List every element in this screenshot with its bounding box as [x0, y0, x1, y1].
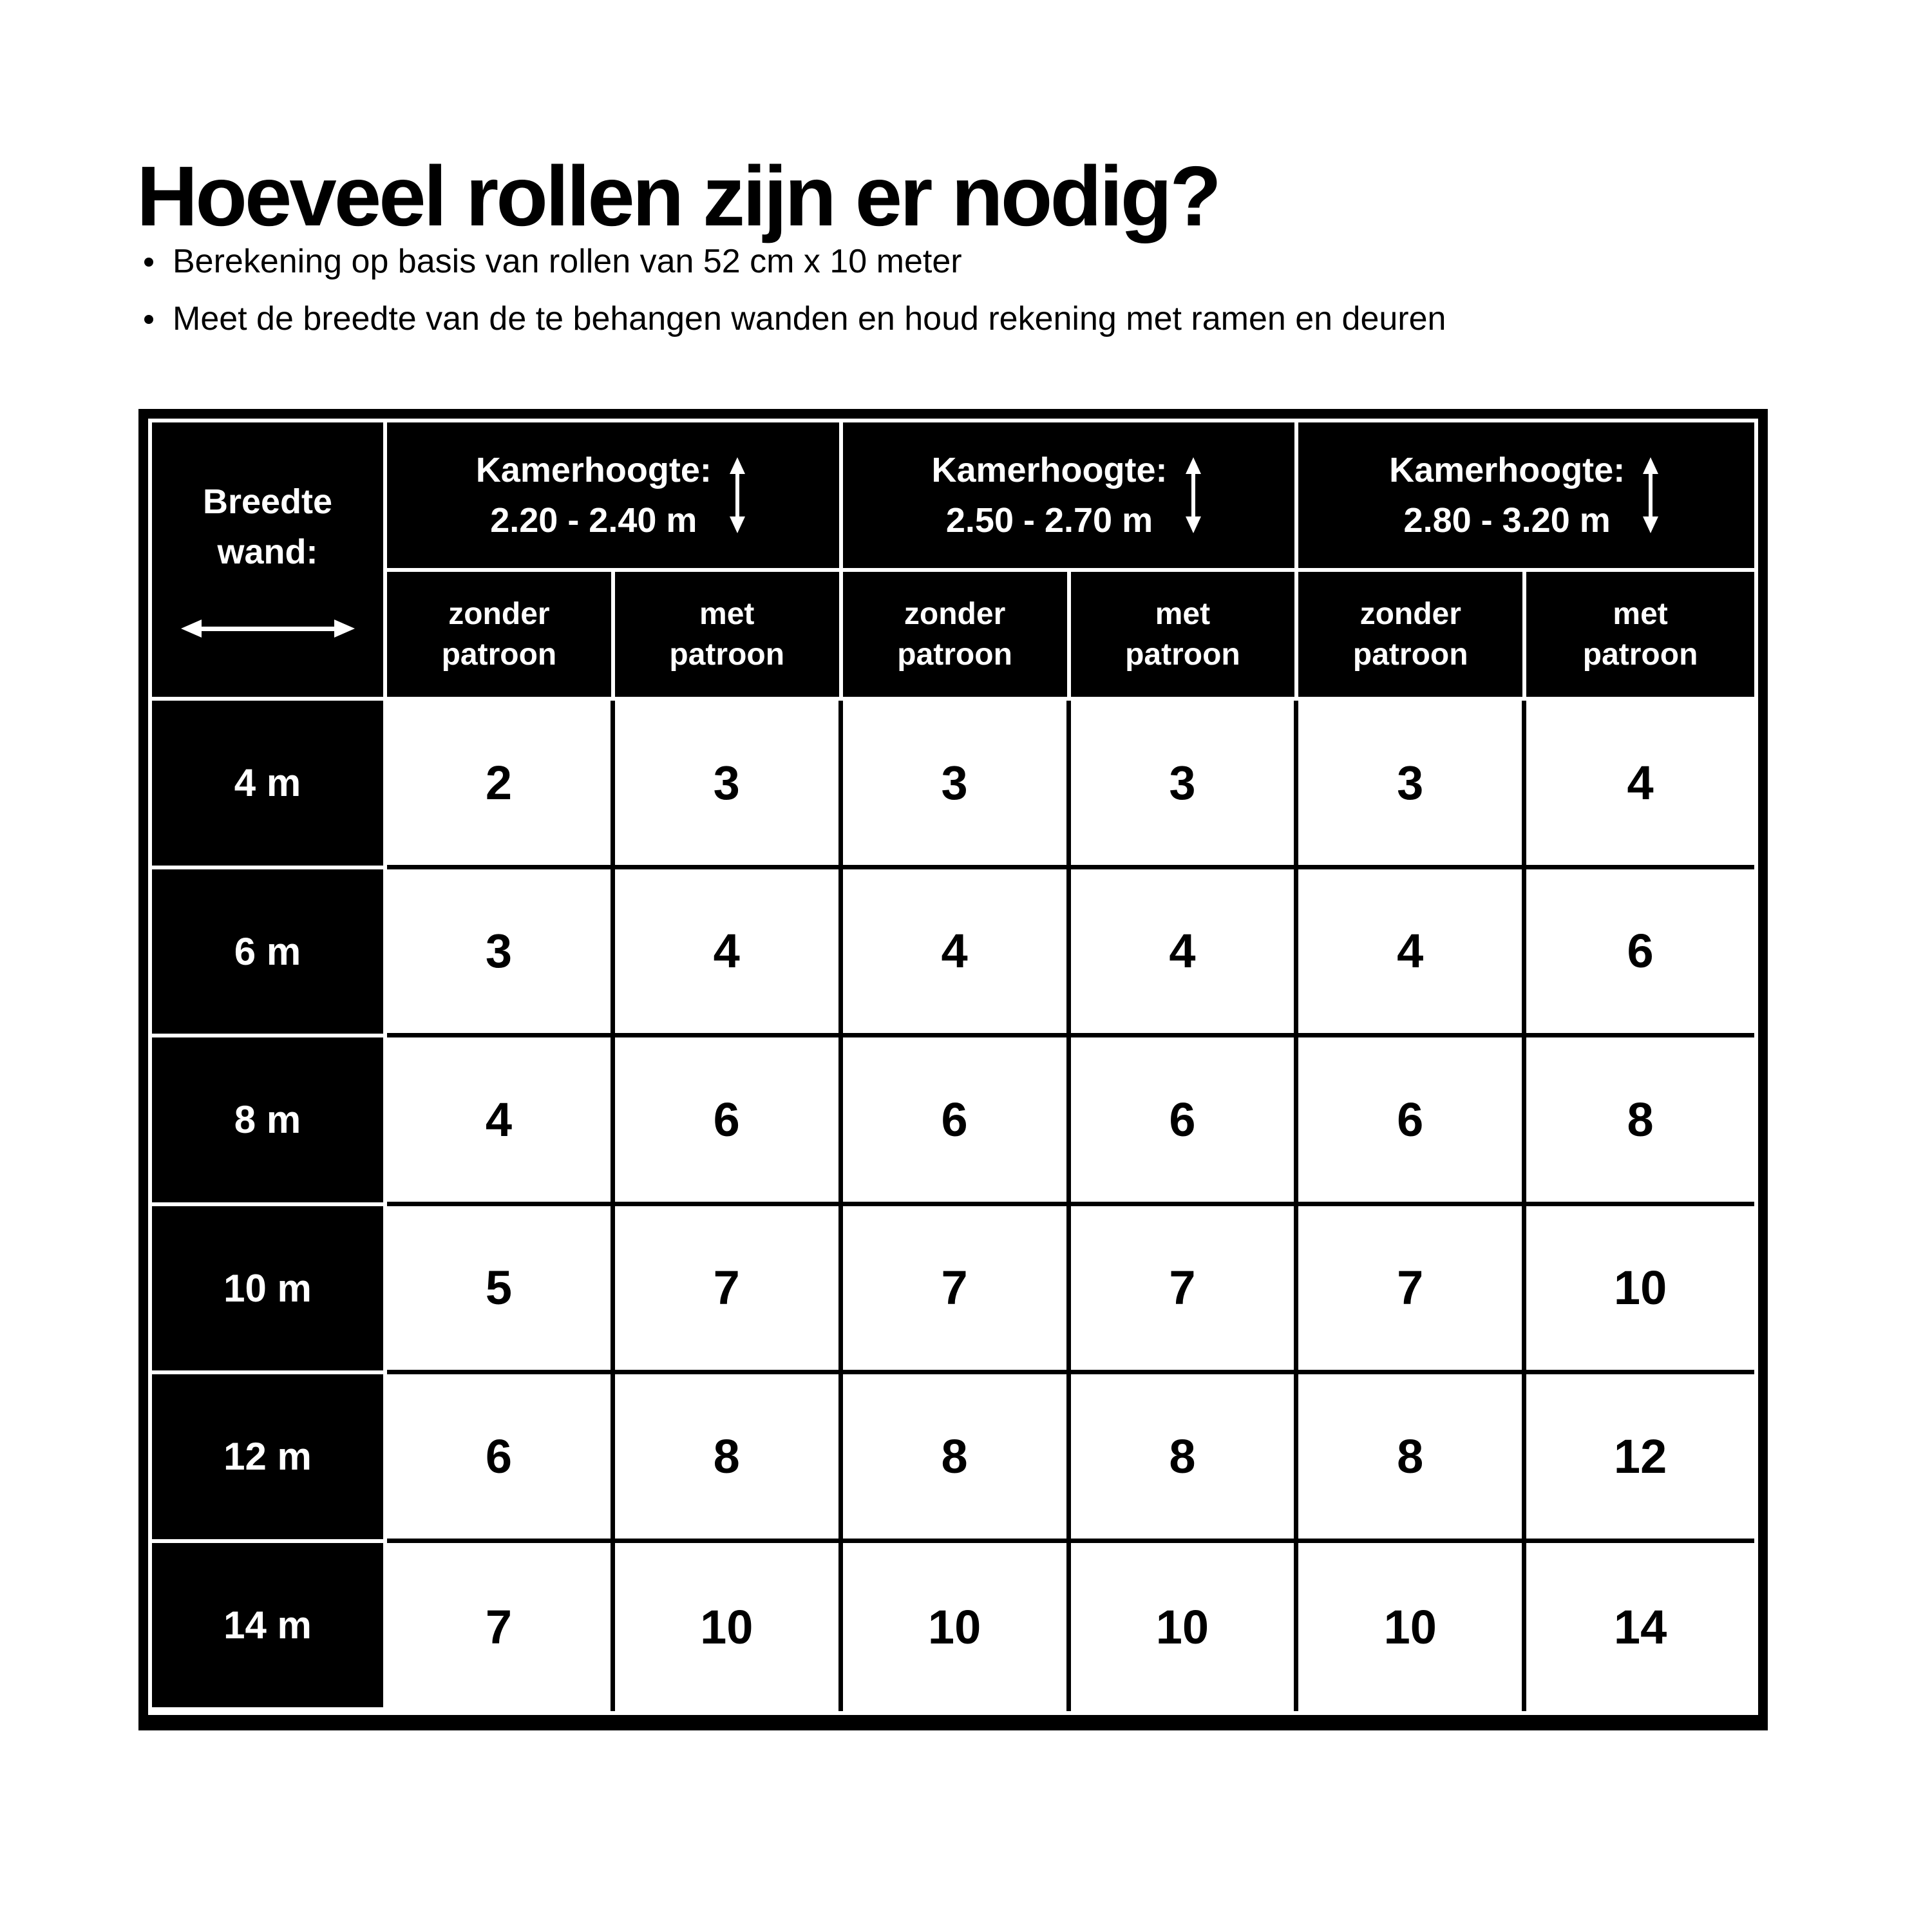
- group-label-line1: Kamerhoogte:: [931, 450, 1168, 489]
- table-cell: 6: [387, 1374, 615, 1543]
- group-header-3: [1298, 422, 1754, 572]
- row-header: 6 m: [152, 869, 387, 1038]
- table-cell: 4: [387, 1037, 615, 1206]
- table-cell: 4: [1298, 869, 1526, 1038]
- subheader-zonder-patroon: zonder patroon: [387, 572, 615, 701]
- height-arrow-icon: [1180, 457, 1206, 533]
- table-cell: 6: [615, 1037, 843, 1206]
- table-cell: 6: [843, 1037, 1071, 1206]
- table-cell: 12: [1526, 1374, 1754, 1543]
- group-label-line1: Kamerhoogte:: [475, 450, 712, 489]
- height-arrow-icon: [1638, 457, 1663, 533]
- group-header-1: [387, 422, 843, 572]
- bullet-text: Meet de breedte van de te behangen wanden en houd rekening met ramen en deuren: [173, 300, 1446, 337]
- width-arrow-icon: [181, 614, 355, 643]
- subheader-met-patroon: met patroon: [1071, 572, 1299, 701]
- table-cell: 3: [1071, 701, 1299, 869]
- table-cell: 7: [615, 1206, 843, 1375]
- corner-line2: wand:: [217, 533, 318, 571]
- row-header: 10 m: [152, 1206, 387, 1375]
- corner-header-breedte-wand: [152, 422, 387, 701]
- table-cell: 7: [1298, 1206, 1526, 1375]
- group-label-line2: 2.80 - 3.20 m: [1403, 501, 1611, 540]
- subheader-met-patroon: met patroon: [615, 572, 843, 701]
- group-label-line2: 2.20 - 2.40 m: [490, 501, 697, 540]
- group-label-line1: Kamerhoogte:: [1389, 450, 1625, 489]
- table-cell: 3: [615, 701, 843, 869]
- table-cell: 4: [615, 869, 843, 1038]
- subheader-zonder-patroon: zonder patroon: [843, 572, 1071, 701]
- row-header: 12 m: [152, 1374, 387, 1543]
- table-cell: 6: [1071, 1037, 1299, 1206]
- wallpaper-rolls-table: [138, 409, 1768, 1730]
- table-cell: 14: [1526, 1543, 1754, 1712]
- table-cell: 5: [387, 1206, 615, 1375]
- subheader-zonder-patroon: zonder patroon: [1298, 572, 1526, 701]
- table-cell: 3: [1298, 701, 1526, 869]
- table-cell: 2: [387, 701, 615, 869]
- table-cell: 3: [387, 869, 615, 1038]
- table-cell: 8: [615, 1374, 843, 1543]
- table-cell: 8: [1071, 1374, 1299, 1543]
- bullet-dot: [144, 258, 153, 267]
- table-cell: 8: [1526, 1037, 1754, 1206]
- group-label-line2: 2.50 - 2.70 m: [945, 501, 1153, 540]
- table-cell: 7: [387, 1543, 615, 1712]
- bullet-item: [144, 298, 1446, 340]
- height-arrow-icon: [724, 457, 750, 533]
- table-cell: 10: [1526, 1206, 1754, 1375]
- table-cell: 4: [843, 869, 1071, 1038]
- table-cell: 10: [615, 1543, 843, 1712]
- corner-line1: Breedte: [202, 482, 333, 521]
- row-header: 14 m: [152, 1543, 387, 1712]
- subheader-met-patroon: met patroon: [1526, 572, 1754, 701]
- table-cell: 6: [1298, 1037, 1526, 1206]
- row-header: 4 m: [152, 701, 387, 869]
- table-cell: 10: [843, 1543, 1071, 1712]
- group-header-2: [843, 422, 1299, 572]
- bullet-dot: [144, 315, 153, 324]
- table-cell: 10: [1298, 1543, 1526, 1712]
- table-cell: 3: [843, 701, 1071, 869]
- table-cell: 10: [1071, 1543, 1299, 1712]
- bullet-item: [144, 241, 1446, 283]
- bullet-list: [144, 241, 1446, 355]
- table-cell: 7: [843, 1206, 1071, 1375]
- table-cell: 4: [1526, 701, 1754, 869]
- table-cell: 4: [1071, 869, 1299, 1038]
- table-cell: 6: [1526, 869, 1754, 1038]
- table-cell: 8: [1298, 1374, 1526, 1543]
- table-cell: 7: [1071, 1206, 1299, 1375]
- bullet-text: Berekening op basis van rollen van 52 cm x 10 meter: [173, 243, 962, 280]
- row-header: 8 m: [152, 1037, 387, 1206]
- table-cell: 8: [843, 1374, 1071, 1543]
- page-title: Hoeveel rollen zijn er nodig?: [137, 149, 1219, 244]
